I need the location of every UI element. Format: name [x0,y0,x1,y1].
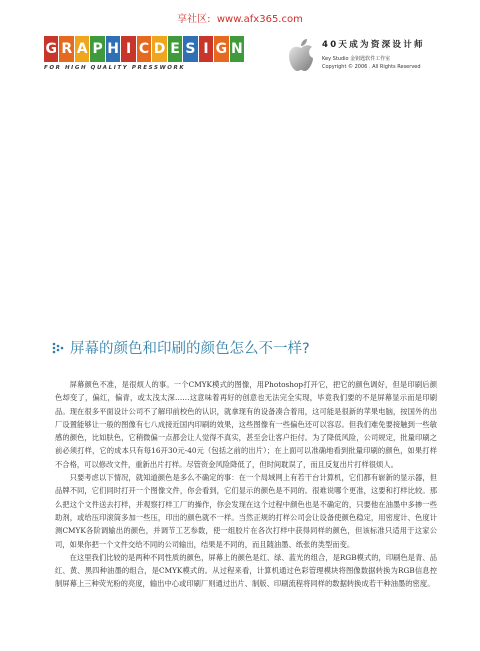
logo-letter-tile: P [90,36,104,62]
logo-letter-tile: C [137,36,151,62]
brand-copyright: Copyright © 2006 . All Rights Reserved [322,64,421,70]
logo-letter-tile: G [44,36,58,62]
dots-bullet-icon [52,342,64,354]
logo-letter-tile: D [152,36,166,62]
logo-tagline: FOR HIGH QUALITY PRESSWORK [44,65,186,71]
logo-letter-tile: A [75,36,89,62]
logo-letter-tile: R [59,36,73,62]
article-heading-row [52,337,310,358]
article-paragraph: 只要考虑以下情况，就知道颜色是多么不确定的事：在一个局域网上有若干台计算机，它们都有崭新的显示器，但品牌不同，它们同时打开一个图像文件，你会看到，它们显示的颜色是不同的。很难说哪个更准，这要和打样比较。那么把这个文件送去打样，并观察打样工厂的操作，你会发现在这个过程中颜色也是不确定的，只要他在油墨中多掺一些助剂，或给压印滚筒多加一些压，印出的颜色就不一样。当然正规的打样公司会让设备使颜色稳定，用密度计、色度计测CMYK各阶调输出的颜色，并调节工艺参数，使一组胶片在各次打样中获得同样的颜色，但该标准只适用于这家公司，如果你把一个文件交给不同的公司输出，结果是不同的，而且随油墨、纸张的类型而变。 [55,473,437,549]
logo-letter-tile: I [199,36,213,62]
logo-letter-tile: N [230,36,244,62]
watermark-label: 享社区: [177,14,211,25]
logo-letter-tile: E [168,36,182,62]
logo-letter-tile: G [214,36,228,62]
apple-logo-icon [286,36,316,74]
watermark-url: www.afx365.com [216,14,303,25]
article-paragraph: 屏幕颜色不准，是很烦人的事。一个CMYK模式的图像，用Photoshop打开它，把它的颜色调好，但是印刷后颜色却变了，偏红，偏青，或太浅太深……这意味着再好的创意也无法完全实现，毕竟我们要的不是屏幕显示而是印刷品。现在很多平面设计公司不了解印前校色的认识，就拿现有的设备凑合着用，这可能是很新的苹果电脑，按国外的出厂设置能够让一般的图像有七八成接近国内印刷的效果，这些图像有一些偏色还可以容忍。但我们难免要接触到一些敏感的颜色，比如肤色，它稍微偏一点都会让人觉得不真实，甚至会让客户拒付。为了降低风险，公司规定，批量印刷之前必须打样，它的成本只有每16开30元-40元（包括之前的出片）；在上面可以准确地看到批量印刷的颜色，如果打样不合格，可以修改文件，重新出片打样。尽管资金风险降低了，但时间耽误了，而且反复出片打样很烦人。 [55,380,437,469]
watermark-banner [0,10,480,25]
logo-letter-tile: I [121,36,135,62]
article-body [55,378,437,591]
brand-block [322,38,472,70]
graphic-design-logo [44,36,244,62]
brand-title: 40天成为资深设计师 [322,40,425,50]
logo-letter-tile: S [183,36,197,62]
logo-letter-tile: H [106,36,120,62]
article-heading: 屏幕的颜色和印刷的颜色怎么不一样? [70,341,310,357]
article-paragraph: 在这里我们比较的是两种不同性质的颜色，屏幕上的颜色是红、绿、蓝光的组合，是RGB模式的，印刷色是青、品红、黄、黑四种油墨的组合，是CMYK模式的。从过程来看，计算机通过色彩管理模块将图像数据转换为RGB信息控制屏幕上三种荧光粉的亮度，输出中心或印刷厂则通过出片、制版、印刷流程将同样的数据转换成若干种油墨的密度。 [55,552,437,589]
brand-studio: Key Studio 金钥匙软件工作室 [322,56,391,62]
